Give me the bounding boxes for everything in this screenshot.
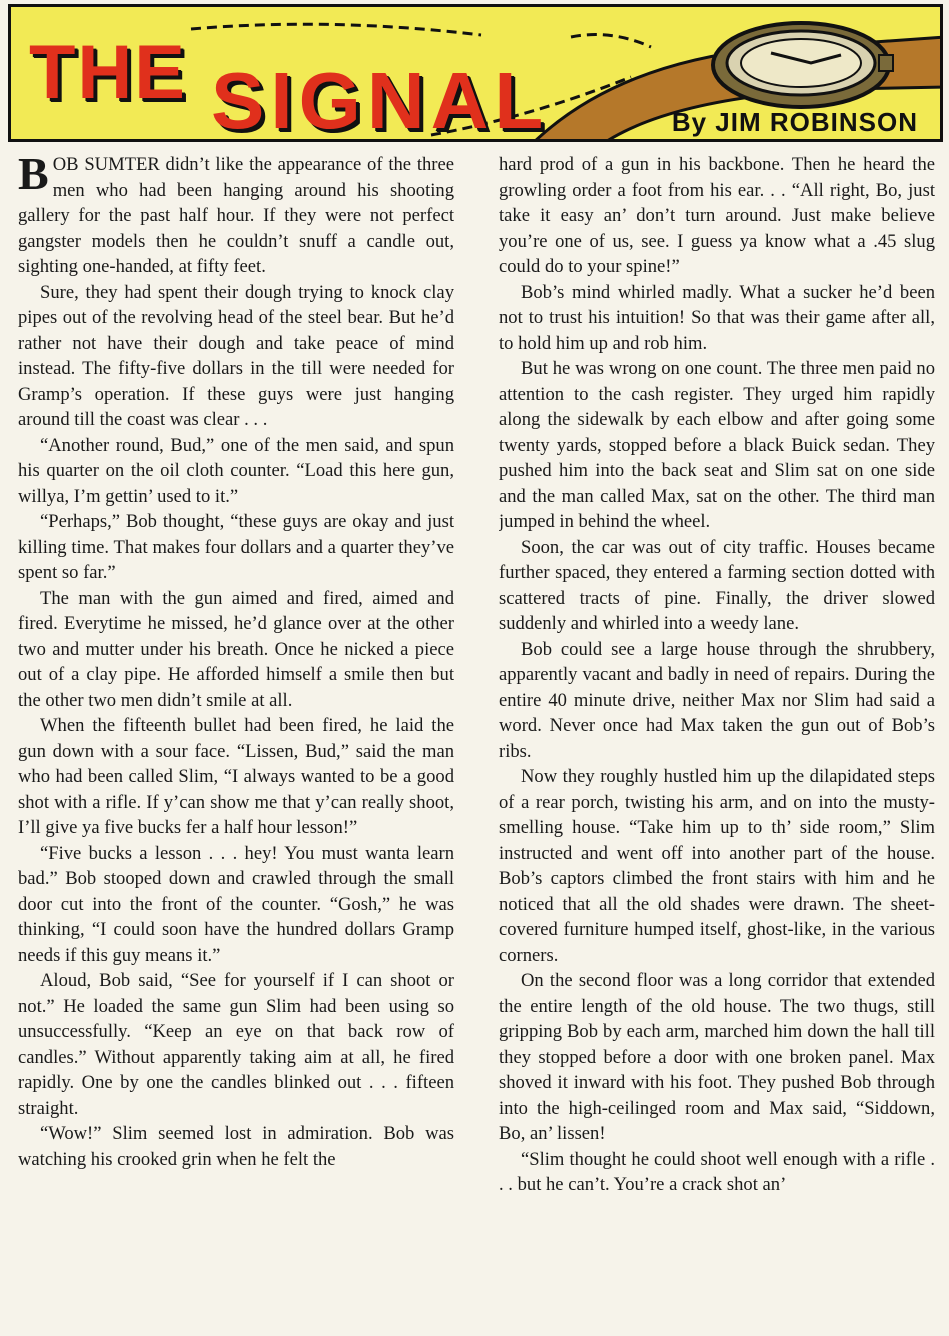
title-banner	[8, 4, 943, 142]
paragraph: But he was wrong on one count. The three men paid no attention to the cash register. They urged him rapidly along the sidewalk by each elbow and after going some twenty yards, stopped before a black Buick sedan. They pushed him into the back seat and Slim sat on one side and the man called Max, sat on the other. The third man jumped in behind the wheel.	[499, 358, 935, 532]
paragraph: Now they roughly hustled him up the dilapidated steps of a rear porch, twisting his arm, and on into the musty-smelling house. “Take him up to th’ side room,” Slim instructed and went off into another part of the house. Bob’s captors climbed the front stairs with him and he noticed that all the old shades were drawn. The sheet-covered furniture humped itself, ghost-like, in the various corners.	[499, 766, 935, 966]
article-column-left	[18, 152, 454, 1332]
title-signal: SIGNAL	[211, 56, 550, 142]
paragraph: Bob’s mind whirled madly. What a sucker he’d been not to trust his intuition! So that was their game after all, to hold him up and rob him.	[499, 281, 935, 354]
article-column-right	[499, 152, 935, 1332]
paragraph: “Slim thought he could shoot well enough with a rifle . . . but he can’t. You’re a crack shot an’	[499, 1148, 935, 1195]
paragraph: Sure, they had spent their dough trying to knock clay pipes out of the revolving head of the steel bear. But he’d rather not have their dough and take peace of mind instead. The fifty-five dollars in the till were needed for Gramp’s operation. If these guys were just hanging around till the coast was clear . . .	[18, 281, 454, 430]
paragraph: “Five bucks a lesson . . . hey! You must wanta learn bad.” Bob stooped down and crawled through the small door cut into the front of the counter. “Gosh,” he was thinking, “I could soon have the hundred dollars Gramp needs if this guy means it.”	[18, 842, 454, 966]
title-the: THE	[29, 30, 187, 115]
paragraph: When the fifteenth bullet had been fired, he laid the gun down with a sour face. “Lissen, Bud,” said the man who had been called Slim, “I always wanted to be a good shot with a rifle. If y’can show me that y’can really shoot, I’ll give ya five bucks fer a half hour lesson!”	[18, 715, 454, 838]
paragraph: Soon, the car was out of city traffic. Houses became further spaced, they entered a farming section dotted with scattered tracts of pine. Finally, the driver slowed suddenly and whirled into a weedy lane.	[499, 536, 935, 634]
paragraph: “Perhaps,” Bob thought, “these guys are okay and just killing time. That makes four dollars and a quarter they’ve spent so far.”	[18, 511, 454, 583]
paragraph: The man with the gun aimed and fired, aimed and fired. Everytime he missed, he’d glance over at the other two and mutter under his breath. Once he nicked a piece out of a clay pipe. He afforded himself a smile then but the other two men didn’t smile at all.	[18, 587, 454, 711]
drop-cap: B	[18, 152, 49, 199]
byline: By JIM ROBINSON	[671, 107, 918, 137]
paragraph: “Another round, Bud,” one of the men said, and spun his quarter on the oil cloth counter. “Load this here gun, willya, I’m gettin’ used to it.”	[18, 434, 454, 507]
paragraph: Aloud, Bob said, “See for yourself if I can shoot or not.” He loaded the same gun Slim had been using so unsuccessfully. “Keep an eye on that back row of candles.” Without apparently taking aim at all, he fired rapidly. One by one the candles blinked out . . . fifteen straight.	[18, 970, 454, 1119]
paragraph: BOB SUMTER didn’t like the appearance of the three men who had been hanging around his shooting gallery for the past half hour. If they were not perfect gangster models then he couldn’t snuff a candle out, sighting one-handed, at fifty feet.	[18, 152, 454, 277]
paragraph: On the second floor was a long corridor that extended the entire length of the old house. The two thugs, still gripping Bob by each arm, marched him down the hall till they stopped before a door with one broken panel. Max shoved it inward with his foot. They pushed Bob through into the high-ceilinged room and Max said, “Siddown, Bo, an’ lissen!	[499, 970, 935, 1144]
paragraph: hard prod of a gun in his backbone. Then he heard the growling order a foot from his ear. . . “All right, Bo, just take it easy an’ don’t turn around. Just make believe you’re one of us, see. I guess ya know what a .45 slug could do to your spine!”	[499, 154, 935, 277]
paragraph: Bob could see a large house through the shrubbery, apparently vacant and badly in need of repairs. During the entire 40 minute drive, neither Max nor Slim had said a word. Never once had Max taken the gun out of Bob’s ribs.	[499, 638, 935, 762]
paragraph: “Wow!” Slim seemed lost in admiration. Bob was watching his crooked grin when he felt the	[18, 1123, 454, 1170]
